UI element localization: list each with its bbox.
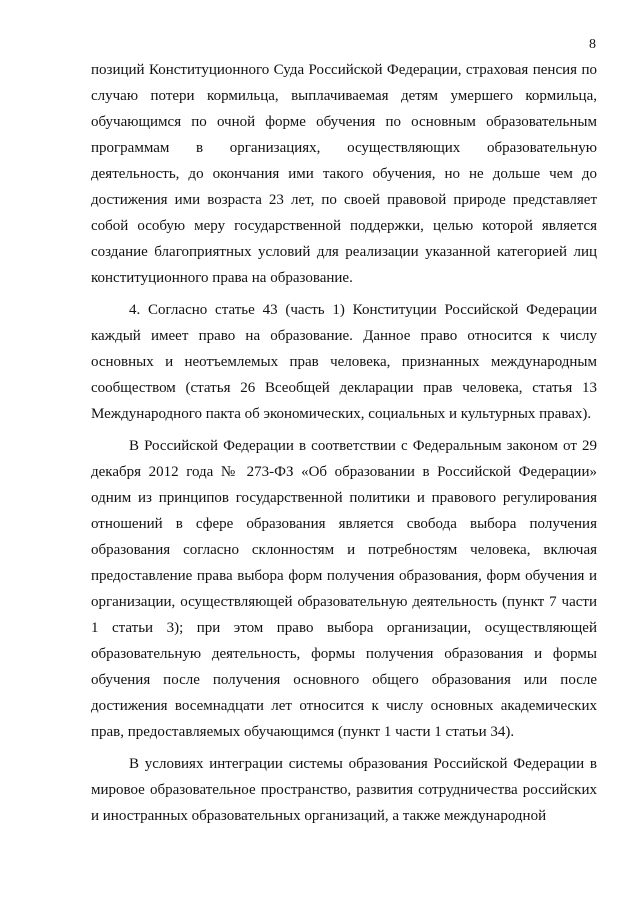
page-number: 8: [589, 37, 596, 52]
paragraph-integration: В условиях интеграции системы образования Российской Федерации в мировое образовательное пространство, развития сотрудничества российских и иностранных образовательных организаций, а также международной: [91, 756, 597, 824]
paragraph-education-law: В Российской Федерации в соответствии с Федеральным законом от 29 декабря 2012 года № 273-ФЗ «Об образовании в Российской Федерации» одним из принципов государственной политики и правового регулирования отношений в сфере образования является свобода выбора получения образования согласно склонностям и потребностям человека, включая предоставление права выбора форм получения образования, форм обучения и организации, осуществляющей образовательную деятельность (пункт 7 части 1 статьи 3); при этом право выбора организации, осуществляющей образовательную деятельность, формы получения образования и формы обучения после получения основного общего образования или после достижения восемнадцати лет относится к числу основных академических прав, предоставляемых обучающимся (пункт 1 части 1 статьи 34).: [91, 438, 597, 740]
paragraph-section-4: 4. Согласно статье 43 (часть 1) Конституции Российской Федерации каждый имеет право на образование. Данное право относится к числу основных и неотъемлемых прав человека, признанных международным сообществом (статья 26 Всеобщей декларации прав человека, статья 13 Международного пакта об экономических, социальных и культурных правах).: [91, 302, 597, 422]
paragraph-continuation: позиций Конституционного Суда Российской Федерации, страховая пенсия по случаю потери кормильца, выплачиваемая детям умершего кормильца, обучающимся по очной форме обучения по основным образовательным программам в организациях, осуществляющих образовательную деятельность, до окончания ими такого обучения, но не дольше чем до достижения ими возраста 23 лет, по своей правовой природе представляет собой особую меру государственной поддержки, целью которой является создание благоприятных условий для реализации указанной категорией лиц конституционного права на образование.: [91, 62, 597, 286]
document-body: [91, 57, 597, 829]
